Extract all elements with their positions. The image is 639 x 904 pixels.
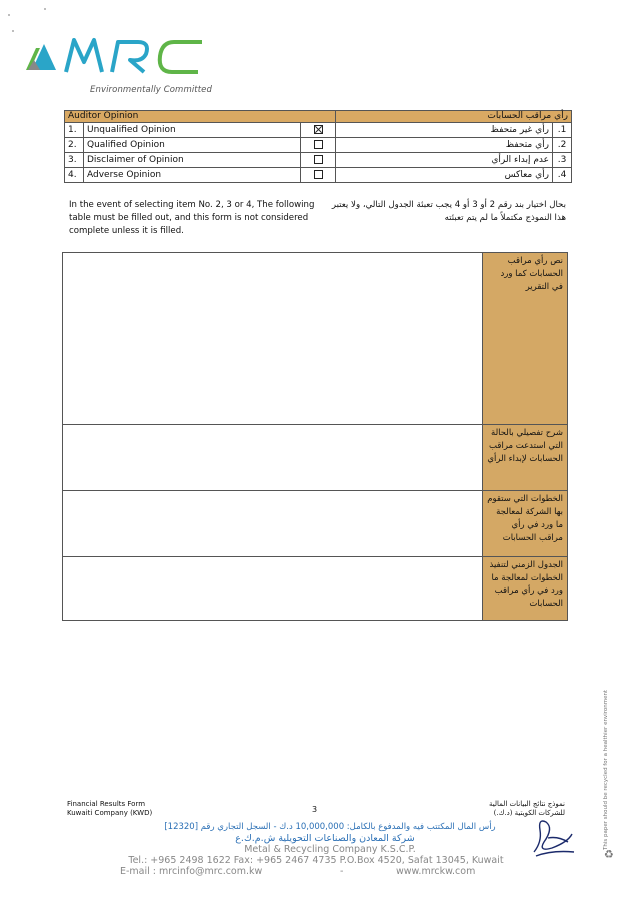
scan-speck	[8, 14, 10, 16]
footer-company-name-en: Metal & Recycling Company K.S.C.P.	[244, 844, 416, 855]
detail-input-explanation[interactable]	[63, 425, 483, 491]
detail-row	[63, 425, 568, 491]
opinion-label-en: Unqualified Opinion	[84, 123, 301, 138]
footer-company-name-ar: شركة المعادن والصناعات التحويلية ش.م.ك.ع	[235, 833, 415, 844]
footer-separator: -	[340, 866, 344, 877]
detail-input-timeline[interactable]	[63, 557, 483, 621]
form-title-line1: Financial Results Form	[67, 800, 146, 808]
detail-input-steps[interactable]	[63, 491, 483, 557]
opinion-checkbox-unqualified[interactable]	[301, 123, 336, 138]
opinion-label-en: Adverse Opinion	[84, 168, 301, 183]
opinion-label-en: Qualified Opinion	[84, 138, 301, 153]
recycle-note	[603, 689, 617, 850]
detail-input-auditor-text[interactable]	[63, 253, 483, 425]
footer-email: E-mail : mrcinfo@mrc.com.kw	[120, 866, 263, 877]
recycle-icon: ♻	[604, 848, 614, 861]
recycle-note-text: This paper should be recycled for a healthier environment	[603, 689, 609, 850]
logo-text: MRC	[26, 19, 62, 38]
detail-label: الجدول الزمني لتنفيذ الخطوات لمعالجة ما ورد في رأي مراقب الحسابات	[483, 557, 568, 621]
detail-label: نص رأي مراقب الحسابات كما ورد في التقرير	[483, 253, 568, 425]
opinion-label-ar: رأي معاكس	[336, 168, 553, 183]
opinion-row	[65, 138, 572, 153]
mrc-logo	[26, 19, 216, 84]
instructions-ar: بحال اختيار بند رقم 2 أو 3 أو 4 يجب تعبئة الجدول التالي، ولا يعتبر هذا النموذج مكتملاً ما لم يتم تعبئته	[331, 200, 566, 223]
footer-contact: Tel.: +965 2498 1622 Fax: +965 2467 4735 P.O.Box 4520, Safat 13045, Kuwait	[128, 855, 504, 866]
detail-row	[63, 557, 568, 621]
opinion-row	[65, 153, 572, 168]
empty-box-icon	[314, 140, 323, 149]
opinion-label-ar: رأي متحفظ	[336, 138, 553, 153]
opinion-num-ar: .2	[553, 138, 572, 153]
opinion-num: 2.	[65, 138, 84, 153]
form-title	[67, 800, 152, 818]
opinion-title-ar: رأي مراقب الحسابات	[336, 111, 572, 123]
opinion-num: 1.	[65, 123, 84, 138]
opinion-label-ar: عدم إبداء الرأي	[336, 153, 553, 168]
form-title-ar-line2: للشركات الكويتية (د.ك.)	[493, 809, 565, 817]
form-title-line2: Kuwaiti Company (KWD)	[67, 809, 153, 817]
opinion-label-ar: رأي غير متحفظ	[336, 123, 553, 138]
opinion-row	[65, 123, 572, 138]
opinion-num-ar: .1	[553, 123, 572, 138]
opinion-num: 4.	[65, 168, 84, 183]
opinion-checkbox-adverse[interactable]	[301, 168, 336, 183]
opinion-title-en: Auditor Opinion	[65, 111, 336, 123]
detail-row	[63, 253, 568, 425]
opinion-detail-table	[62, 252, 568, 621]
detail-label: شرح تفصيلي بالحالة التي استدعت مراقب الحسابات لإبداء الرأي	[483, 425, 568, 491]
footer-capital-info: رأس المال المكتتب فيه والمدفوع بالكامل: 10,000,000 د.ك - السجل التجاري رقم [12320]	[164, 822, 496, 832]
opinion-num-ar: .4	[553, 168, 572, 183]
detail-row	[63, 491, 568, 557]
detail-label: الخطوات التي ستقوم بها الشركة لمعالجة ما ورد في رأي مراقب الحسابات	[483, 491, 568, 557]
logo-tagline: Environmentally Committed	[90, 85, 212, 95]
checked-box-icon	[314, 125, 323, 134]
auditor-opinion-table	[64, 110, 572, 183]
empty-box-icon	[314, 155, 323, 164]
opinion-checkbox-disclaimer[interactable]	[301, 153, 336, 168]
opinion-num: 3.	[65, 153, 84, 168]
opinion-num-ar: .3	[553, 153, 572, 168]
opinion-table-header	[65, 111, 572, 123]
footer-spacer	[110, 826, 550, 827]
instructions-en: In the event of selecting item No. 2, 3 or 4, The following table must be filled out, and this form is not considered complete unless it is filled.	[69, 200, 315, 236]
footer-website: www.mrckw.com	[396, 866, 476, 877]
scan-speck	[44, 8, 46, 10]
page-number: 3	[312, 805, 318, 814]
form-title-ar-line1: نموذج نتائج البيانات المالية	[489, 800, 565, 808]
opinion-label-en: Disclaimer of Opinion	[84, 153, 301, 168]
scan-speck	[12, 30, 14, 32]
opinion-row	[65, 168, 572, 183]
opinion-checkbox-qualified[interactable]	[301, 138, 336, 153]
empty-box-icon	[314, 170, 323, 179]
